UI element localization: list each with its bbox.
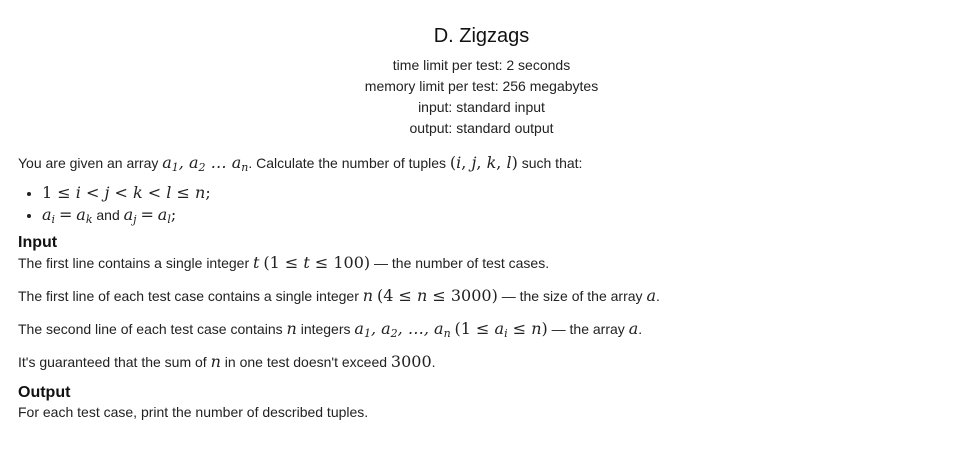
intro-text-a: You are given an array [18,155,163,171]
input-p3-text-d: . [638,321,643,337]
input-p4-text-c: . [431,354,436,370]
input-p2-text-a: The first line of each test case contains a single integer [18,288,363,304]
output-section-title: Output [18,384,71,401]
problem-header [0,0,963,139]
input-p3-text-a: The second line of each test case contains [18,321,287,337]
problem-title: D. Zigzags [433,25,530,47]
memory-limit: memory limit per test: 256 megabytes [364,78,599,94]
math-a: a [646,286,656,305]
input-paragraph-3 [18,318,945,340]
input-section-title: Input [18,234,58,251]
input-p2-text-c: . [655,288,660,304]
input-paragraph-4 [18,351,945,373]
input-p2-text-b: — the size of the array [497,288,647,304]
math-array-list: $a_1$, $a_2$, …, $a_n$ [354,319,451,340]
math-n: n [286,319,297,338]
math-n: n [362,286,374,305]
math-t-range: (1 ≤ t ≤ 100) [263,253,371,272]
math-tuple: (i, j, k, l) [449,153,518,172]
intro-text-b: . Calculate the number of tuples [248,155,450,171]
math-3000: 3000 [390,352,432,371]
input-paragraph-2 [18,285,945,307]
output-spec: output: standard output [409,120,554,136]
input-paragraph-1 [18,252,945,274]
input-p4-text-a: It's guaranteed that the sum of [18,354,211,370]
math-ai-range: $(1 \le a_i \le n)$ [454,319,548,340]
input-spec: input: standard input [418,99,545,115]
time-limit: time limit per test: 2 seconds [392,57,571,73]
input-p1-text-b: — the number of test cases. [370,255,550,271]
math-a: a [628,319,639,338]
problem-body [18,150,945,422]
math-t: t [253,253,260,272]
input-p4-text-b: in one test doesn't exceed [220,354,391,370]
intro-text-c: such that: [517,155,583,171]
statement-intro [18,150,945,176]
output-paragraph: For each test case, print the number of described tuples. [18,404,369,420]
math-n-range: (4 ≤ n ≤ 3000) [376,286,498,305]
math-array: $a_1$, $a_2$ … $a_n$ [162,153,249,174]
math-n: n [210,352,221,371]
condition-item-2: • $a_i = a_k$ and $a_j = a_l$; [42,204,945,226]
input-p3-text-b: integers [296,321,355,337]
condition-item-1: • 1 ≤ i < j < k < l ≤ n; [42,182,945,204]
input-p3-text-c: — the array [547,321,629,337]
input-p1-text-a: The first line contains a single integer [18,255,254,271]
conditions-list [18,182,945,226]
